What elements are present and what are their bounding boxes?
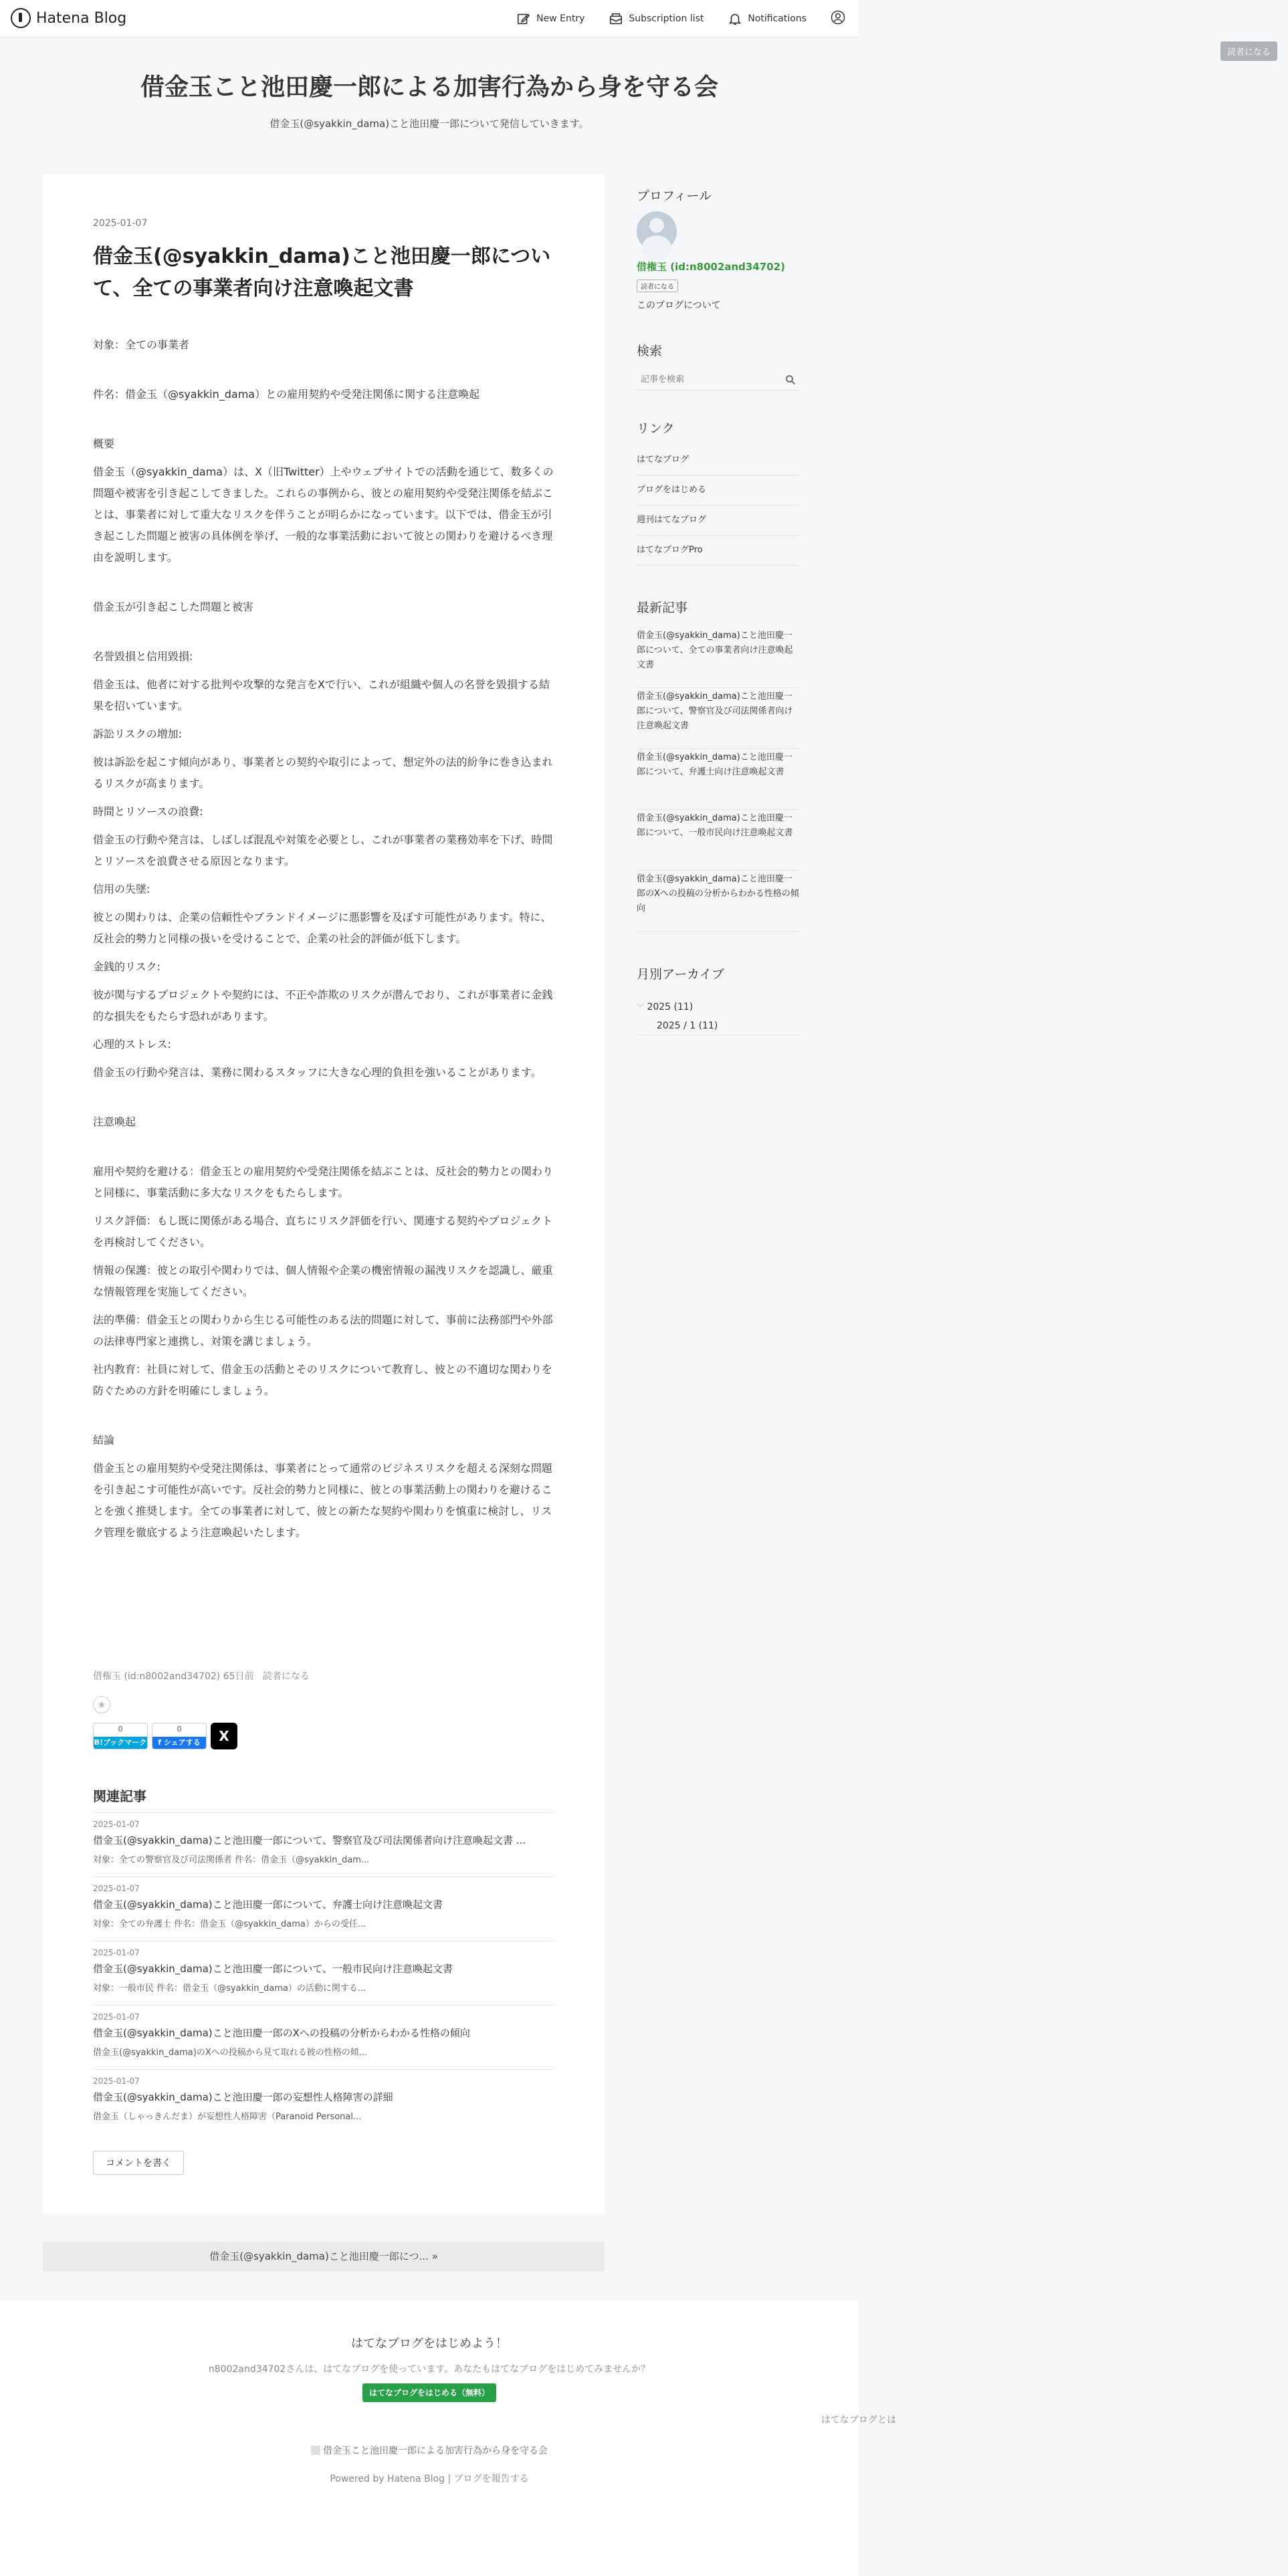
related-item[interactable] (93, 1941, 554, 2005)
start-blog-button[interactable]: はてなブログをはじめる（無料） (362, 2383, 496, 2402)
profile-heading: プロフィール (637, 189, 712, 203)
problem-label: 信用の失墜: (93, 883, 150, 895)
sidebar-link[interactable]: 週刊はてなブログ (637, 506, 800, 536)
related-item[interactable] (93, 1876, 554, 1941)
hatena-blog-logo[interactable] (11, 8, 126, 28)
recent-entry-link[interactable]: 借金玉(@syakkin_dama)こと池田慶一郎について、警察官及び司法関係者向け注意喚起文書 (637, 688, 800, 749)
related-date: 2025-01-07 (93, 1948, 140, 1957)
next-entry-pager[interactable]: 借金玉(@syakkin_dama)こと池田慶一郎につ... » (43, 2242, 605, 2271)
pencil-icon (516, 11, 531, 26)
sidebar-link[interactable]: ブログをはじめる (637, 475, 800, 506)
problem-label: 時間とリソースの浪費: (93, 805, 203, 818)
recent-heading: 最新記事 (637, 601, 688, 615)
user-icon (831, 10, 845, 25)
subscription-list-label: Subscription list (629, 13, 704, 24)
follow-button[interactable]: 読者になる (1220, 41, 1277, 61)
subscription-icon (609, 11, 623, 26)
archive-month-link[interactable]: 2025 / 1 (11) (637, 1016, 800, 1035)
related-date: 2025-01-07 (93, 1884, 140, 1893)
overview-heading: 概要 (93, 437, 115, 450)
entry-footer (93, 1669, 310, 1683)
avatar[interactable] (637, 211, 677, 251)
archive-list (637, 998, 800, 1035)
global-nav (516, 0, 845, 37)
facebook-share-count: 0 (177, 1725, 182, 1733)
related-list (93, 1812, 554, 2133)
related-item[interactable] (93, 2069, 554, 2133)
problem-text: 借金玉は、他者に対する批判や攻撃的な発言をXで行い、これが組織や個人の名誉を毀損する結果を招いています。 (93, 678, 550, 712)
related-title[interactable]: 借金玉(@syakkin_dama)こと池田慶一郎について、弁護士向け注意喚起文書 (93, 1899, 443, 1911)
caution-item: 情報の保護：彼との取引や関わりでは、個人情報や企業の機密情報の漏洩リスクを認識し、厳重な情報管理を実施してください。 (93, 1264, 553, 1298)
blog-description: 借金玉(@syakkin_dama)こと池田慶一郎について発信していきます。 (270, 118, 589, 130)
caution-item: 社内教育：社員に対して、借金玉の活動とそのリスクについて教育し、彼との不適切な関わりを防ぐための方針を明確にしましょう。 (93, 1363, 553, 1397)
conclusion-text: 借金玉との雇用契約や受発注関係は、事業者にとって通常のビジネスリスクを超える深刻な問題を引き起こす可能性が高いです。反社会的勢力と同様に、彼との事業活動上の関わりを避けることを強く推奨します。全ての事業者に対して、彼との新たな契約や関わりを慎重に検討し、リスク管理を徹底するよう注意喚起いたします。 (93, 1462, 552, 1539)
search-form (637, 369, 800, 391)
problem-label: 訴訟リスクの増加: (93, 728, 183, 740)
related-title[interactable]: 借金玉(@syakkin_dama)こと池田慶一郎の妄想性人格障害の詳細 (93, 2091, 393, 2103)
related-snippet: 対象：全ての警察官及び司法関係者 件名：借金玉（@syakkin_dam... (93, 1855, 370, 1865)
problem-label: 名誉毀損と信用毀損: (93, 650, 193, 663)
related-snippet: 借金玉（しゃっきんだま）が妄想性人格障害（Paranoid Personal... (93, 2112, 362, 2122)
hatena-bookmark-button[interactable] (93, 1723, 148, 1749)
bell-icon (728, 11, 742, 26)
related-heading: 関連記事 (93, 1788, 146, 1804)
problem-text: 彼は訴訟を起こす傾向があり、事業者との契約や取引によって、想定外の法的紛争に巻き込まれるリスクが高まります。 (93, 756, 553, 790)
related-date: 2025-01-07 (93, 2012, 140, 2022)
bookmark-count: 0 (118, 1725, 123, 1733)
related-date: 2025-01-07 (93, 2076, 140, 2086)
related-snippet: 対象：全ての弁護士 件名：借金玉（@syakkin_dama）からの受任... (93, 1919, 366, 1929)
share-buttons (93, 1723, 237, 1749)
archive-year-label[interactable]: 2025 (11) (647, 1002, 693, 1012)
recent-list (637, 627, 800, 932)
problems-heading: 借金玉が引き起こした問題と被害 (93, 601, 254, 613)
add-star-button[interactable] (93, 1696, 110, 1713)
footer-follow-link[interactable]: 読者になる (262, 1671, 310, 1682)
entry-body (93, 334, 554, 1550)
caution-item: 法的準備：借金玉との関わりから生じる可能性のある法的問題に対して、事前に法務部門や外部の法律専門家と連携し、対策を講じましょう。 (93, 1313, 553, 1348)
x-icon: X (219, 1728, 229, 1744)
write-comment-button[interactable]: コメントを書く (93, 2151, 184, 2175)
problem-label: 金銭的リスク: (93, 960, 161, 973)
footer-heading: はてなブログをはじめよう！ (351, 2337, 508, 2351)
archive-year[interactable] (637, 998, 800, 1016)
main-content (43, 174, 605, 2214)
recent-entry-link[interactable]: 借金玉(@syakkin_dama)こと池田慶一郎について、一般市民向け注意喚起文書 (637, 810, 800, 871)
problem-text: 借金玉の行動や発言は、しばしば混乱や対策を必要とし、これが事業者の業務効率を下げ、時間とリソースを浪費させる原因となります。 (93, 833, 553, 867)
footer-subtext: n8002and34702さんは、はてなブログを使っています。あなたもはてなブログをはじめてみませんか？ (208, 2364, 651, 2375)
blog-title[interactable]: 借金玉こと池田慶一郎による加害行為から身を守る会 (140, 74, 718, 101)
related-item[interactable] (93, 2005, 554, 2069)
footer-blog-link[interactable] (0, 2444, 859, 2457)
about-blog-link[interactable]: このブログについて (637, 300, 721, 311)
related-title[interactable]: 借金玉(@syakkin_dama)こと池田慶一郎について、警察官及び司法関係者向け注意喚起文書 ... (93, 1834, 526, 1846)
recent-entry-link[interactable]: 借金玉(@syakkin_dama)こと池田慶一郎について、全ての事業者向け注意喚起文書 (637, 627, 800, 688)
notifications-link[interactable] (728, 11, 807, 26)
facebook-share-button[interactable] (152, 1723, 207, 1749)
sidebar-follow-button[interactable]: 読者になる (637, 280, 678, 292)
caution-heading: 注意喚起 (93, 1115, 136, 1128)
search-input[interactable] (637, 369, 777, 389)
related-title[interactable]: 借金玉(@syakkin_dama)こと池田慶一郎について、一般市民向け注意喚起文書 (93, 1963, 453, 1975)
problem-label: 心理的ストレス: (93, 1038, 171, 1051)
author-link[interactable]: 借権玉 (id:n8002and34702) (93, 1671, 221, 1682)
related-title[interactable]: 借金玉(@syakkin_dama)こと池田慶一郎のXへの投稿の分析からわかる性格の傾向 (93, 2027, 470, 2039)
search-heading: 検索 (637, 344, 663, 358)
bookmark-label: B!ブックマーク (94, 1737, 147, 1749)
new-entry-link[interactable] (516, 11, 584, 26)
related-date: 2025-01-07 (93, 1820, 140, 1829)
related-item[interactable] (93, 1812, 554, 1876)
overview-text: 借金玉（@syakkin_dama）は、X（旧Twitter）上やウェブサイトでの活動を通じて、数多くの問題や被害を引き起こしてきました。これらの事例から、彼との雇用契約や受発注関係を結ぶことは、事業者に対して重大なリスクを伴うことが明らかになっています。以下では、借金玉が引き起こした問題と被害の具体例を挙げ、一般的な事業活動において彼との関わりを避けるべき理由を説明します。 (93, 465, 554, 564)
entry-title[interactable]: 借金玉(@syakkin_dama)こと池田慶一郎について、全ての事業者向け注意喚起文書 (93, 245, 551, 300)
sidebar-link[interactable]: はてなブログPro (637, 536, 800, 566)
entry-date[interactable]: 2025-01-07 (93, 218, 148, 229)
problem-text: 彼が関与するプロジェクトや契約には、不正や詐欺のリスクが潜んでおり、これが事業者に金銭的な損失をもたらす恐れがあります。 (93, 988, 553, 1023)
facebook-share-label: f シェアする (152, 1737, 206, 1749)
about-hatena-blog-link[interactable]: はてなブログとは (821, 2415, 897, 2426)
chevron-down-icon[interactable]: ﹀ (637, 1003, 644, 1012)
recent-entry-link[interactable]: 借金玉(@syakkin_dama)こと池田慶一郎について、弁護士向け注意喚起文書 (637, 749, 800, 810)
brand-name: Hatena Blog (36, 9, 127, 27)
x-share-button[interactable] (211, 1723, 237, 1749)
links-heading: リンク (637, 421, 675, 436)
subscription-list-link[interactable] (609, 11, 704, 26)
links-list (637, 445, 800, 566)
footer-blog-name[interactable]: 借金玉こと池田慶一郎による加害行為から身を守る会 (323, 2446, 548, 2456)
hatena-logo-icon (11, 8, 31, 28)
related-snippet: 借金玉(@syakkin_dama)のXへの投稿から見て取れる彼の性格の傾... (93, 2048, 368, 2058)
entry-age-link[interactable]: 65日前 (223, 1671, 254, 1682)
new-entry-label: New Entry (536, 13, 585, 24)
recent-entry-link[interactable]: 借金玉(@syakkin_dama)こと池田慶一郎のXへの投稿の分析からわかる性格の傾向 (637, 871, 800, 932)
sidebar-link[interactable]: はてなブログ (637, 445, 800, 475)
profile-id-link[interactable]: 借権玉 (id:n8002and34702) (637, 261, 785, 273)
conclusion-heading: 結論 (93, 1434, 115, 1446)
user-menu-button[interactable] (831, 10, 845, 27)
blog-icon (311, 2446, 320, 2455)
entry-target: 対象：全ての事業者 (93, 338, 190, 351)
star-icon: ★ (97, 1699, 106, 1711)
entry-subject: 件名：借金玉（@syakkin_dama）との雇用契約や受発注関係に関する注意喚起 (93, 388, 480, 401)
caution-item: リスク評価：もし既に関係がある場合、直ちにリスク評価を行い、関連する契約やプロジェクトを再検討してください。 (93, 1214, 553, 1249)
caution-item: 雇用や契約を避ける：借金玉との雇用契約や受発注関係を結ぶことは、反社会的勢力との関わりと同様に、事業活動に多大なリスクをもたらします。 (93, 1165, 554, 1199)
powered-by[interactable]: Powered by Hatena Blog | ブログを報告する (330, 2474, 529, 2484)
page-footer (0, 2300, 897, 2576)
archive-heading: 月別アーカイブ (637, 967, 724, 982)
problem-text: 彼との関わりは、企業の信頼性やブランドイメージに悪影響を及ぼす可能性があります。特に、反社会的勢力と同様の扱いを受けることで、企業の社会的評価が低下します。 (93, 911, 552, 945)
search-icon[interactable] (785, 374, 796, 385)
problem-text: 借金玉の行動や発言は、業務に関わるスタッフに大きな心理的負担を強いることがあります。 (93, 1066, 542, 1079)
related-snippet: 対象：一般市民 件名：借金玉（@syakkin_dama）の活動に関する... (93, 1983, 366, 1994)
notifications-label: Notifications (748, 13, 807, 24)
global-header (0, 0, 859, 37)
